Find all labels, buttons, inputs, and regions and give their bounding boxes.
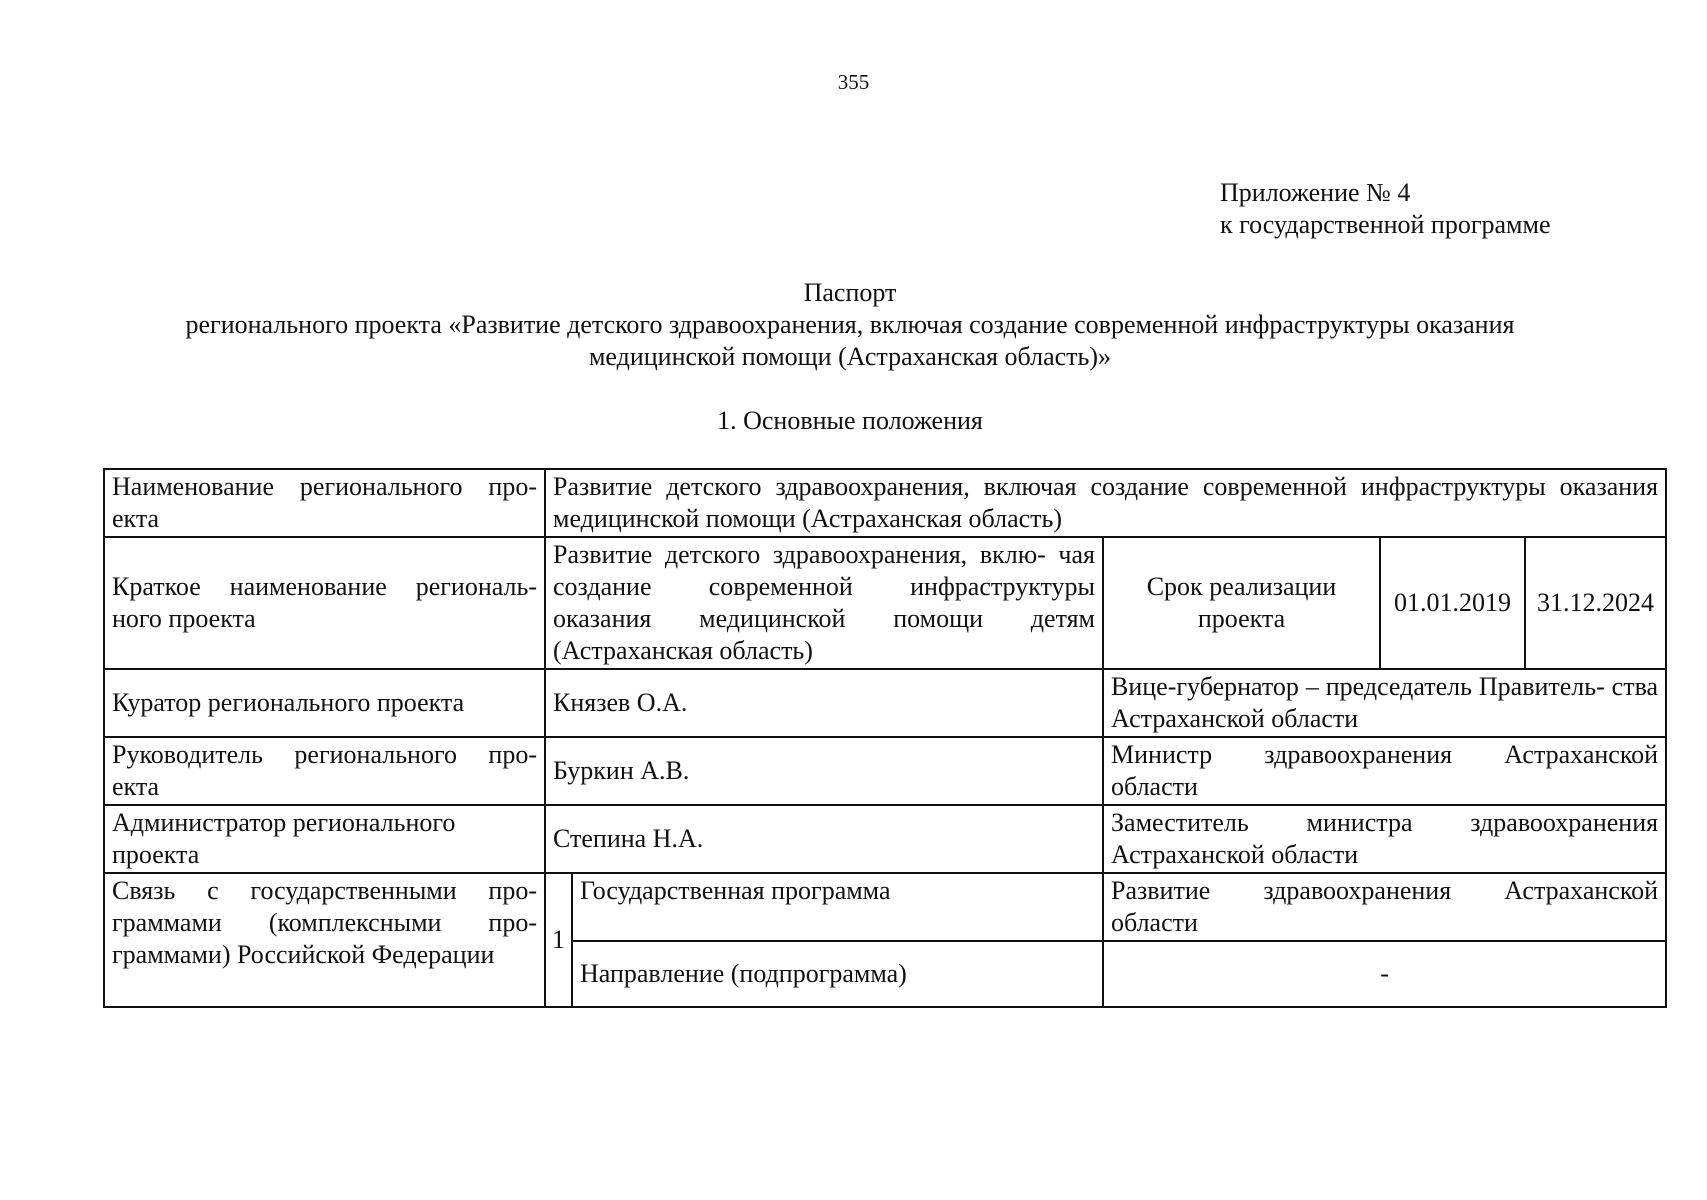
table-cell-direction-value: -	[1103, 941, 1666, 1007]
annex-reference: к государственной программе	[1220, 210, 1551, 239]
table-cell-position: Министр здравоохранения Астраханской области	[1103, 737, 1666, 805]
table-cell-person-name: Князев О.А.	[545, 669, 1103, 737]
table-cell-short-name: Развитие детского здравоохранения, вклю- чая создание современной инфраструктуры оказания медицинской помощи детям (Астраханская область)	[545, 537, 1103, 669]
title-project-line-2: медицинской помощи (Астраханская область)»	[588, 342, 1112, 371]
table-cell-project-name: Развитие детского здравоохранения, включая создание современной инфраструктуры оказания медицинской помощи (Астраханская область)	[545, 469, 1666, 537]
title-project-line-1: регионального проекта «Развитие детского здравоохранения, включая создание современной инфраструктуры оказания	[185, 310, 1515, 339]
table-row	[104, 537, 1666, 669]
table-row	[104, 873, 1666, 941]
table-row	[104, 669, 1666, 737]
table-cell-position: Вице-губернатор – председатель Правитель- ства Астраханской области	[1103, 669, 1666, 737]
table-cell-label: Краткое наименование региональ- ного проекта	[104, 537, 545, 669]
table-cell-person-name: Буркин А.В.	[545, 737, 1103, 805]
table-cell-start-date: 01.01.2019	[1380, 537, 1525, 669]
title-passport: Паспорт	[803, 278, 897, 307]
table-cell-label: Связь с государственными про- граммами (комплексными про- граммами) Российской Федерации	[104, 873, 545, 1007]
table-cell-end-date: 31.12.2024	[1525, 537, 1666, 669]
table-cell-program-value: Развитие здравоохранения Астраханской области	[1103, 873, 1666, 941]
document-title	[110, 277, 1590, 373]
table-row	[104, 469, 1666, 537]
section-title: 1. Основные положения	[717, 406, 983, 435]
table-cell-label: Куратор регионального проекта	[104, 669, 545, 737]
table-cell-position: Заместитель министра здравоохранения Астраханской области	[1103, 805, 1666, 873]
table-cell-period-label: Срок реализации проекта	[1103, 537, 1380, 669]
table-row	[104, 737, 1666, 805]
table-row	[104, 805, 1666, 873]
table-cell-label: Наименование регионального про- екта	[104, 469, 545, 537]
annex-number: Приложение № 4	[1220, 178, 1411, 207]
project-passport-table	[103, 468, 1667, 1008]
table-cell-program-label: Государственная программа	[572, 873, 1103, 941]
table-cell-direction-label: Направление (подпрограмма)	[572, 941, 1103, 1007]
table-cell-label: Администратор регионального проекта	[104, 805, 545, 873]
table-cell-number: 1	[545, 873, 572, 1007]
table-cell-person-name: Степина Н.А.	[545, 805, 1103, 873]
table-cell-label: Руководитель регионального про- екта	[104, 737, 545, 805]
annex-heading	[1220, 177, 1551, 241]
page-number: 355	[837, 70, 870, 94]
